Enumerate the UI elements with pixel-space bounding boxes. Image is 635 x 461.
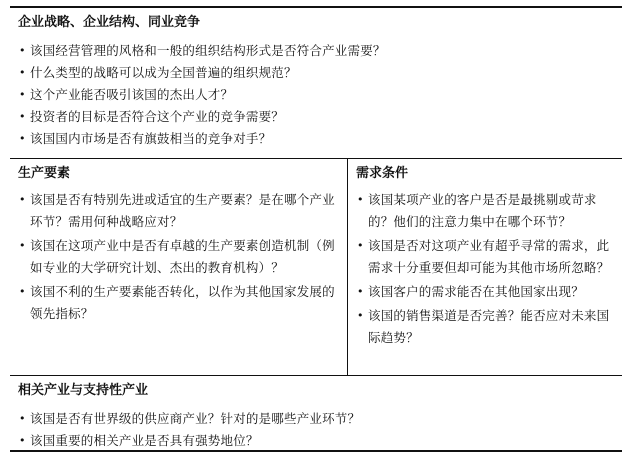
section-title-related: 相关产业与支持性产业 xyxy=(18,383,149,398)
list-item: • 该国经营管理的风格和一般的组织结构形式是否符合产业需要？ xyxy=(10,40,622,62)
list-item: • 该国国内市场是否有旗鼓相当的竞争对手？ xyxy=(10,128,622,150)
list-item: • 该国是否有世界级的供应商产业？针对的是哪些产业环节？ xyxy=(10,408,622,430)
strategy-list xyxy=(10,40,622,150)
list-item: • 该国的销售渠道是否完善？能否应对未来国际趋势？ xyxy=(348,305,622,349)
list-item: • 该国在这项产业中是否有卓越的生产要素创造机制（例如专业的大学研究计划、杰出的教育机构）？ xyxy=(10,235,347,279)
list-item: • 什么类型的战略可以成为全国普遍的组织规范？ xyxy=(10,62,622,84)
section-strategy xyxy=(10,8,622,159)
diamond-model-table xyxy=(10,6,622,452)
section-title-factors: 生产要素 xyxy=(18,166,71,181)
factors-list xyxy=(10,189,347,325)
list-item: • 该国是否对这项产业有超乎寻常的需求，此需求十分重要但却可能为其他市场所忽略？ xyxy=(348,235,622,279)
list-item: • 该国不利的生产要素能否转化，以作为其他国家发展的领先指标？ xyxy=(10,281,347,325)
list-item: • 该国某项产业的客户是否是最挑剔或苛求的？他们的注意力集中在哪个环节？ xyxy=(348,189,622,233)
list-item: • 该国重要的相关产业是否具有强势地位？ xyxy=(10,430,622,452)
list-item: • 该国是否有特别先进或适宜的生产要素？是在哪个产业环节？需用何种战略应对？ xyxy=(10,189,347,233)
section-title-demand: 需求条件 xyxy=(356,166,409,181)
list-item: • 这个产业能否吸引该国的杰出人才？ xyxy=(10,84,622,106)
demand-list xyxy=(348,189,622,349)
list-item: • 该国客户的需求能否在其他国家出现？ xyxy=(348,281,622,303)
list-item: • 投资者的目标是否符合这个产业的竞争需要？ xyxy=(10,106,622,128)
section-related xyxy=(10,376,622,450)
section-demand xyxy=(348,159,622,376)
related-list xyxy=(10,408,622,452)
section-title-strategy: 企业战略、企业结构、同业竞争 xyxy=(18,15,201,30)
section-factors xyxy=(10,159,348,376)
